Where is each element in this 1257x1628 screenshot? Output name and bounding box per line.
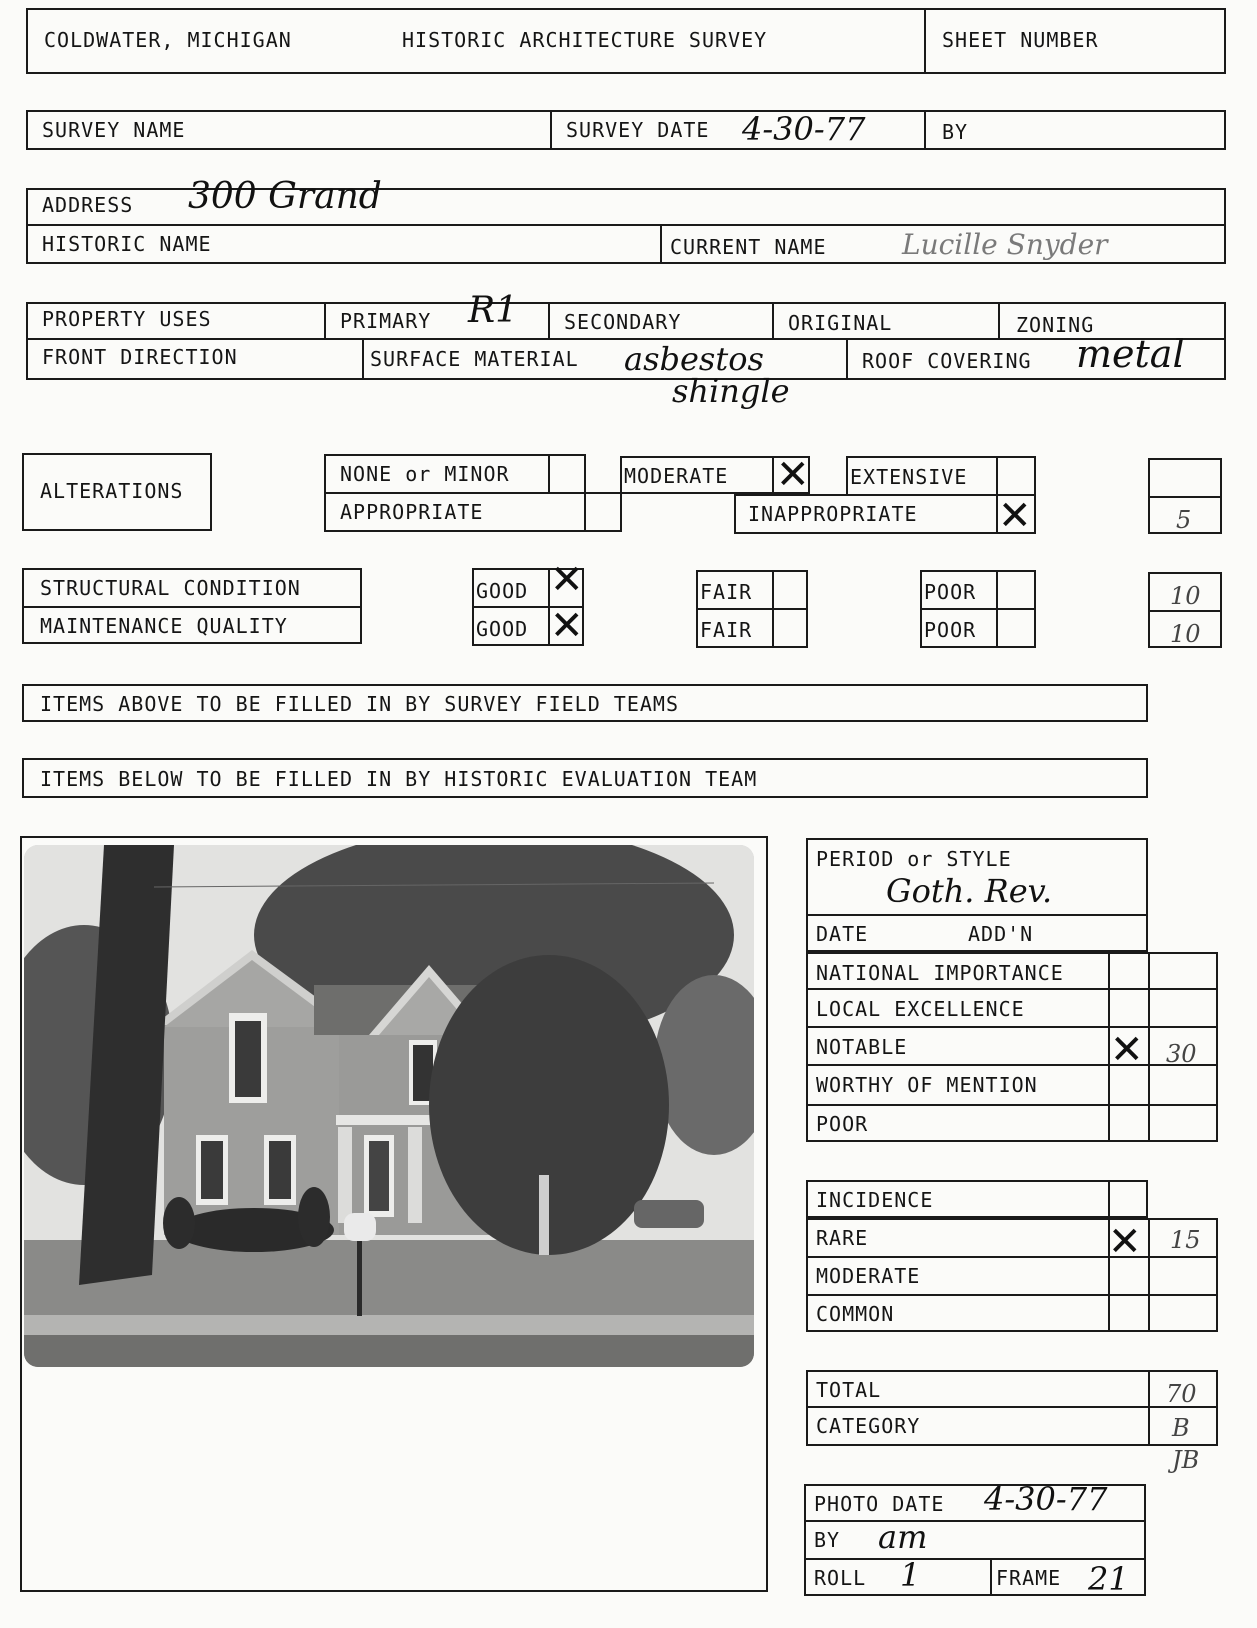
maintenance-fair-label: FAIR	[700, 618, 753, 642]
address-value: 300 Grand	[188, 176, 382, 217]
total-value-column	[1148, 1370, 1150, 1446]
alterations-label: ALTERATIONS	[40, 479, 184, 503]
importance-divider-4	[806, 1104, 1218, 1106]
total-divider	[806, 1406, 1218, 1408]
incidence-divider-2	[806, 1294, 1218, 1296]
address-row-divider	[26, 224, 1226, 226]
rare-score: 15	[1170, 1226, 1201, 1254]
roll-value: 1	[900, 1556, 921, 1594]
sheet-number-label: SHEET NUMBER	[942, 28, 1099, 52]
period-style-value: Goth. Rev.	[886, 872, 1053, 910]
roll-frame-divider	[990, 1558, 992, 1596]
evaluator-initials: JB	[1172, 1446, 1200, 1474]
structural-fair-label: FAIR	[700, 580, 753, 604]
city-label: COLDWATER, MICHIGAN	[44, 28, 292, 52]
property-uses-label: PROPERTY USES	[42, 307, 212, 331]
surface-material-value-2: shingle	[672, 372, 790, 410]
common-label: COMMON	[816, 1302, 895, 1326]
importance-divider-1	[806, 988, 1218, 990]
form-title: HISTORIC ARCHITECTURE SURVEY	[402, 28, 768, 52]
alterations-moderate-label: MODERATE	[624, 464, 729, 488]
property-divider-1	[324, 302, 326, 340]
period-style-label: PERIOD or STYLE	[816, 847, 1012, 871]
evaluation-poor-label: POOR	[816, 1112, 869, 1136]
notable-score: 30	[1166, 1040, 1197, 1068]
alterations-score-divider	[1148, 496, 1222, 498]
incidence-moderate-label: MODERATE	[816, 1264, 921, 1288]
worthy-of-mention-label: WORTHY OF MENTION	[816, 1073, 1038, 1097]
property-divider-6	[846, 338, 848, 380]
none-minor-label: NONE or MINOR	[340, 462, 510, 486]
notable-check-mark: ✕	[1110, 1027, 1145, 1073]
total-label: TOTAL	[816, 1378, 882, 1402]
roll-label: ROLL	[814, 1566, 867, 1590]
survey-divider-2	[924, 110, 926, 150]
front-direction-label: FRONT DIRECTION	[42, 345, 238, 369]
structural-condition-label: STRUCTURAL CONDITION	[40, 576, 301, 600]
original-label: ORIGINAL	[788, 311, 893, 335]
header-divider	[924, 8, 926, 74]
house-photo	[24, 845, 754, 1367]
maintenance-good-label: GOOD	[476, 617, 529, 641]
rare-label: RARE	[816, 1226, 869, 1250]
current-name-divider	[660, 224, 662, 264]
maintenance-quality-label: MAINTENANCE QUALITY	[40, 614, 288, 638]
poor-checkbox-line	[996, 570, 998, 648]
address-label: ADDRESS	[42, 193, 134, 217]
importance-divider-3	[806, 1064, 1218, 1066]
poor-divider	[920, 608, 1036, 610]
incidence-divider-1	[806, 1256, 1218, 1258]
addn-label: ADD'N	[968, 922, 1034, 946]
photo-date-label: PHOTO DATE	[814, 1492, 945, 1516]
condition-label-divider	[22, 606, 362, 608]
date-label: DATE	[816, 922, 869, 946]
moderate-check-mark: ✕	[776, 452, 811, 498]
property-divider-2	[548, 302, 550, 340]
survey-date-value: 4-30-77	[742, 110, 866, 148]
importance-divider-2	[806, 1026, 1218, 1028]
total-value: 70	[1166, 1380, 1197, 1408]
incidence-label: INCIDENCE	[816, 1188, 934, 1212]
fair-divider	[696, 608, 808, 610]
property-divider-3	[772, 302, 774, 340]
zoning-label: ZONING	[1016, 313, 1095, 337]
property-divider-5	[362, 338, 364, 380]
items-below-note: ITEMS BELOW TO BE FILLED IN BY HISTORIC EVALUATION TEAM	[40, 767, 758, 791]
property-divider-4	[998, 302, 1000, 340]
primary-label: PRIMARY	[340, 309, 432, 333]
photo-info-divider-1	[804, 1520, 1146, 1522]
structural-poor-label: POOR	[924, 580, 977, 604]
appropriate-checkbox-line	[584, 492, 586, 532]
maintenance-score: 10	[1170, 620, 1201, 648]
frame-value: 21	[1088, 1560, 1129, 1598]
maintenance-good-check-mark: ✕	[550, 603, 585, 649]
current-name-value: Lucille Snyder	[902, 228, 1108, 261]
extensive-checkbox-line	[996, 456, 998, 496]
maintenance-poor-label: POOR	[924, 618, 977, 642]
structural-good-check-mark: ✕	[550, 557, 585, 603]
current-name-label: CURRENT NAME	[670, 235, 827, 259]
none-minor-checkbox-line	[548, 454, 550, 494]
house-photo-illustration	[24, 845, 754, 1367]
survey-divider-1	[550, 110, 552, 150]
incidence-score-column	[1148, 1218, 1150, 1332]
period-date-divider	[806, 914, 1148, 916]
surface-material-value-1: asbestos	[624, 340, 764, 378]
survey-name-label: SURVEY NAME	[42, 118, 186, 142]
fair-checkbox-line	[772, 570, 774, 648]
photo-date-value: 4-30-77	[984, 1480, 1108, 1518]
category-value: B	[1172, 1414, 1190, 1442]
roof-covering-label: ROOF COVERING	[862, 349, 1032, 373]
importance-score-column	[1148, 952, 1150, 1142]
structural-good-label: GOOD	[476, 579, 529, 603]
local-excellence-label: LOCAL EXCELLENCE	[816, 997, 1025, 1021]
items-above-note: ITEMS ABOVE TO BE FILLED IN BY SURVEY FIELD TEAMS	[40, 692, 680, 716]
roof-covering-value: metal	[1076, 332, 1185, 376]
surface-material-label: SURFACE MATERIAL	[370, 347, 579, 371]
secondary-label: SECONDARY	[564, 310, 682, 334]
notable-label: NOTABLE	[816, 1035, 908, 1059]
inappropriate-check-mark: ✕	[998, 493, 1033, 539]
rare-check-mark: ✕	[1108, 1219, 1143, 1265]
survey-by-label: BY	[942, 120, 969, 144]
survey-date-label: SURVEY DATE	[566, 118, 710, 142]
primary-value: R1	[468, 290, 519, 331]
category-label: CATEGORY	[816, 1414, 921, 1438]
alterations-score: 5	[1176, 506, 1192, 534]
historic-name-label: HISTORIC NAME	[42, 232, 212, 256]
structural-score: 10	[1170, 582, 1201, 610]
photo-by-value: am	[878, 1518, 928, 1556]
frame-label: FRAME	[996, 1566, 1062, 1590]
national-importance-label: NATIONAL IMPORTANCE	[816, 961, 1064, 985]
photo-by-label: BY	[814, 1528, 841, 1552]
inappropriate-label: INAPPROPRIATE	[748, 502, 918, 526]
appropriate-label: APPROPRIATE	[340, 500, 484, 524]
condition-score-divider	[1148, 610, 1222, 612]
extensive-label: EXTENSIVE	[850, 465, 968, 489]
moderate-checkbox-line	[772, 456, 774, 494]
